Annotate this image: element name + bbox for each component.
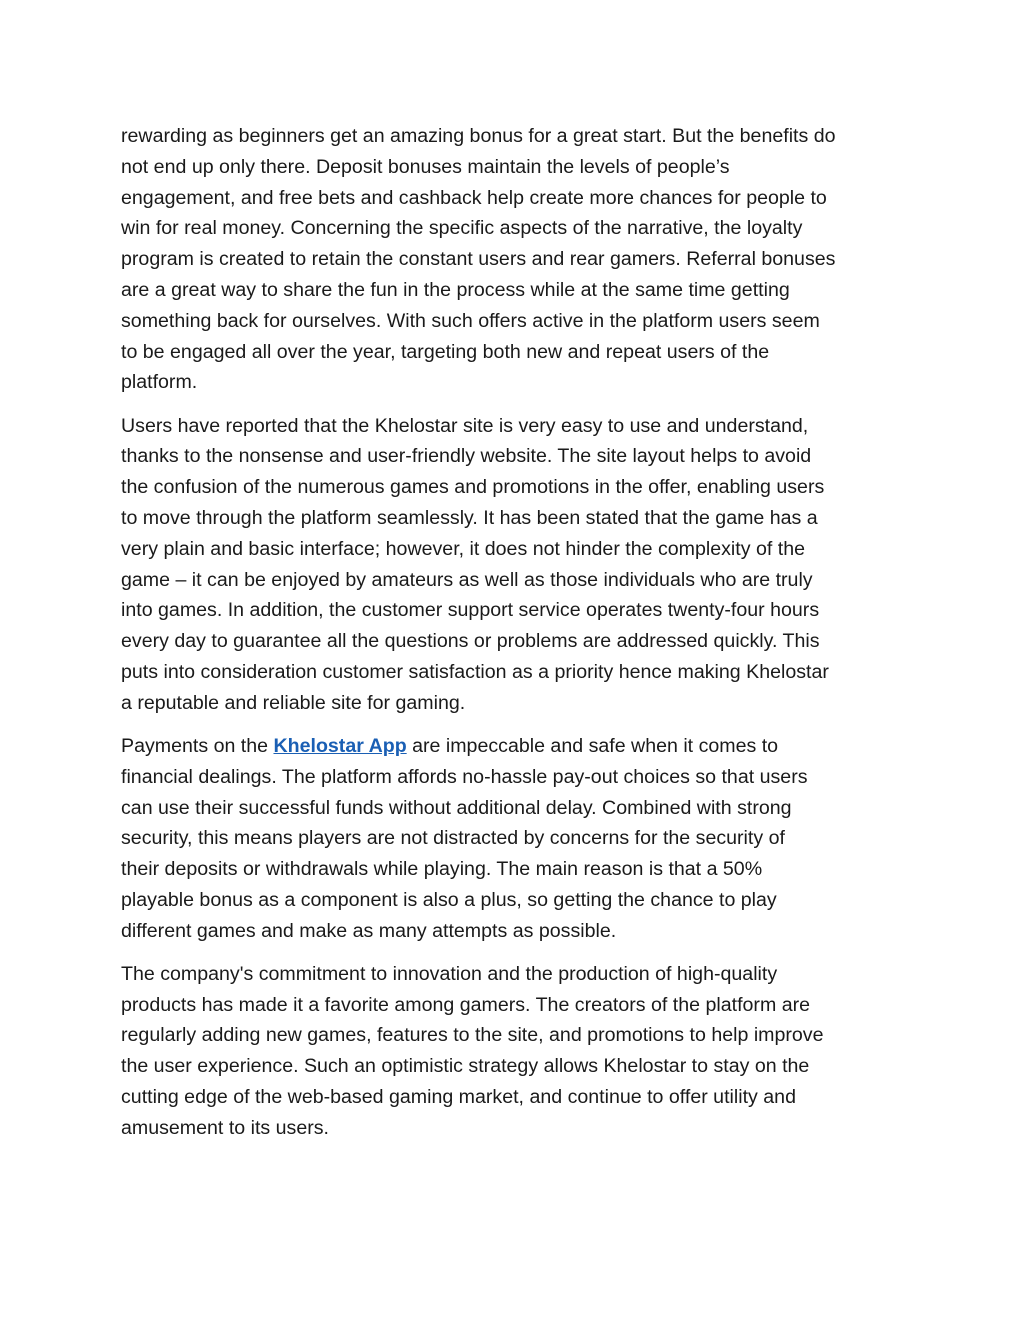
text-line: something back for ourselves. With such offers active in the platform users seem: [121, 309, 820, 332]
text-line: different games and make as many attempts as possible.: [121, 919, 617, 942]
text-line: engagement, and free bets and cashback help create more chances for people to: [121, 186, 827, 209]
text-line: program is created to retain the constant users and rear gamers. Referral bonuses: [121, 248, 836, 271]
text-fragment: are impeccable and safe when it comes to: [406, 734, 779, 757]
text-line-with-link: [121, 731, 911, 762]
text-line: puts into consideration customer satisfaction as a priority hence making Khelostar: [121, 660, 829, 683]
paragraph-payments: [121, 731, 911, 947]
text-line: not end up only there. Deposit bonuses maintain the levels of people’s: [121, 155, 730, 178]
text-line: into games. In addition, the customer support service operates twenty-four hours: [121, 599, 820, 622]
paragraph-innovation: [121, 959, 911, 1144]
text-line: every day to guarantee all the questions or problems are addressed quickly. This: [121, 630, 820, 653]
khelostar-app-link[interactable]: Khelostar App: [273, 734, 407, 757]
text-line: playable bonus as a component is also a plus, so getting the chance to play: [121, 888, 777, 911]
text-line: very plain and basic interface; however, it does not hinder the complexity of the: [121, 537, 805, 560]
text-line: the confusion of the numerous games and promotions in the offer, enabling users: [121, 476, 825, 499]
text-line: amusement to its users.: [121, 1116, 329, 1139]
text-line: Users have reported that the Khelostar site is very easy to use and understand,: [121, 414, 809, 437]
text-line: cutting edge of the web-based gaming market, and continue to offer utility and: [121, 1086, 796, 1109]
text-line: game – it can be enjoyed by amateurs as well as those individuals who are truly: [121, 568, 813, 591]
text-line: products has made it a favorite among gamers. The creators of the platform are: [121, 993, 811, 1016]
paragraph-bonuses: [121, 121, 911, 398]
text-line: The company's commitment to innovation and the production of high-quality: [121, 962, 778, 985]
text-fragment: Payments on the: [121, 734, 274, 757]
text-line: win for real money. Concerning the specific aspects of the narrative, the loyalty: [121, 217, 803, 240]
text-line: thanks to the nonsense and user-friendly website. The site layout helps to avoid: [121, 445, 812, 468]
text-line: their deposits or withdrawals while playing. The main reason is that a 50%: [121, 858, 763, 881]
paragraph-usability: [121, 411, 911, 719]
text-line: regularly adding new games, features to the site, and promotions to help improve: [121, 1024, 824, 1047]
text-line: to be engaged all over the year, targeting both new and repeat users of the: [121, 340, 770, 363]
text-line: security, this means players are not distracted by concerns for the security of: [121, 827, 785, 850]
text-line: are a great way to share the fun in the process while at the same time getting: [121, 278, 790, 301]
text-line: the user experience. Such an optimistic strategy allows Khelostar to stay on the: [121, 1055, 810, 1078]
text-line: can use their successful funds without additional delay. Combined with strong: [121, 796, 792, 819]
text-line: platform.: [121, 371, 198, 394]
text-line: rewarding as beginners get an amazing bonus for a great start. But the benefits do: [121, 125, 836, 147]
document-body: [121, 121, 911, 1156]
text-line: financial dealings. The platform affords no-hassle pay-out choices so that users: [121, 765, 808, 788]
text-line: a reputable and reliable site for gaming.: [121, 691, 466, 714]
text-line: to move through the platform seamlessly. It has been stated that the game has a: [121, 506, 818, 529]
